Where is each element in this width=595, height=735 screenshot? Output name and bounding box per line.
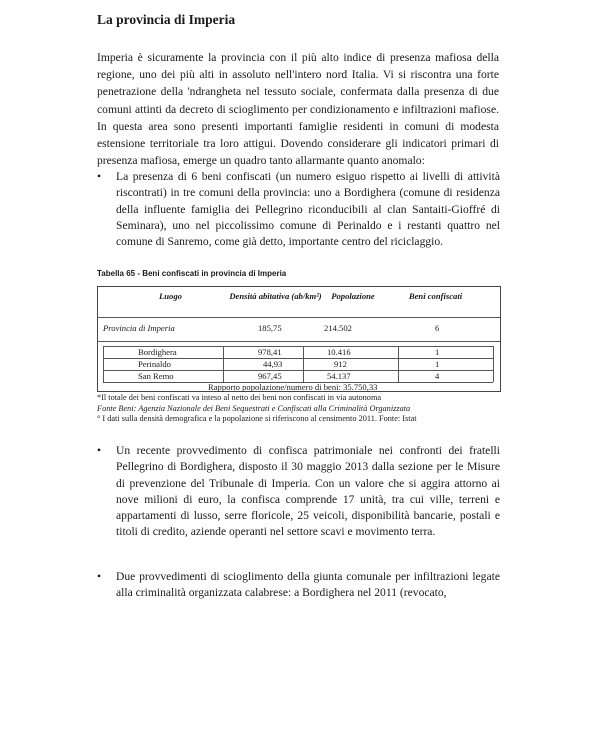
- row-densita: 978,41: [258, 347, 282, 357]
- row-luogo: Perinaldo: [138, 359, 171, 369]
- row-popolazione: 54.137: [327, 371, 351, 381]
- row-luogo: San Remo: [138, 371, 174, 381]
- intro-paragraph: Imperia è sicuramente la provincia con il più alto indice di presenza mafiosa della regione, uno dei più alti in assoluto nell'intero nord Italia. Vi si riscontra una forte penetrazione della 'ndrangheta nel tessuto sociale, confermata dalla presenza di due comuni attinti da decreto di scioglimento per condizionamento e infiltrazioni mafiose. In questa area sono presenti importanti famiglie residenti in comuni di modesta estensione territoriale tra loro attigui. Dovendo considerare gli indicatori primari di presenza mafiosa, emerge un quadro tanto allarmante quanto anomalo:: [97, 51, 499, 168]
- row-beni: 1: [435, 359, 440, 369]
- bullet-item: [97, 169, 500, 267]
- row-beni: 4: [435, 371, 440, 381]
- province-luogo: Provincia di Imperia: [103, 323, 175, 333]
- row-luogo: Bordighera: [138, 347, 177, 357]
- bullet-item: [97, 443, 500, 543]
- bullet-icon: •: [97, 570, 102, 583]
- note-total: *Il totale dei beni confiscati va inteso al netto dei beni non confiscati in via autonoma: [97, 393, 382, 402]
- bullet-text: La presenza di 6 beni confiscati (un numero esiguo rispetto ai livelli di attività riscontrati) in tre comuni della provincia: uno a Bordighera (comune di residenza della influente famiglia dei Pellegrino riconducibili al clan Santaiti-Gioffré di Seminara), uno nel piccolissimo comune di Perinaldo e i restanti quattro nel comune di Sanremo, come già detto, importante centro del riciclaggio.: [116, 170, 500, 249]
- row-popolazione: 10.416: [327, 347, 351, 357]
- row-popolazione: 912: [334, 359, 347, 369]
- table-footer: Rapporto popolazione/numero di beni: 35.750,33: [208, 382, 378, 392]
- table-column-border: [223, 346, 224, 382]
- bullet-text: Due provvedimenti di scioglimento della giunta comunale per infiltrazioni legate alla criminalità organizzata calabrese: a Bordighera nel 2011 (revocato,: [116, 570, 500, 600]
- table-column-border: [493, 346, 494, 382]
- row-densita: 967,45: [258, 371, 282, 381]
- header-densita: Densità abitativa (ab/km²): [229, 291, 322, 301]
- note-census: ° I dati sulla densità demografica e la popolazione si riferiscono al censimento 2011. Fonte: Istat: [97, 414, 417, 424]
- header-popolazione: Popolazione: [331, 291, 375, 301]
- table-divider: [98, 317, 500, 318]
- province-beni: 6: [435, 323, 440, 333]
- section-heading: La provincia di Imperia: [97, 12, 236, 27]
- province-popolazione: 214.502: [324, 323, 352, 333]
- bullet-icon: •: [97, 444, 102, 457]
- table-caption: Tabella 65 - Beni confiscati in provincia di Imperia: [97, 269, 287, 278]
- table-divider: [98, 341, 500, 342]
- bullet-icon: •: [97, 170, 102, 183]
- table-column-border: [103, 346, 104, 382]
- confiscated-assets-table: [97, 286, 501, 392]
- bullet-item: [97, 569, 500, 609]
- header-beni: Beni confiscati: [408, 291, 463, 301]
- table-column-border: [303, 346, 304, 382]
- province-densita: 185,75: [258, 323, 282, 333]
- bullet-text: Un recente provvedimento di confisca patrimoniale nei confronti dei fratelli Pellegrino di Bordighera, disposto il 30 maggio 2013 dalla sezione per le Misure di prevenzione del Tribunale di Imperia. Con un valore che si aggira attorno ai nove milioni di euro, la confisca comprende 17 unità, tra cui ville, terreni e appartamenti di lusso, serre floricole, 25 veicoli, disponibilità bancarie, postali e titoli di credito, aziende operanti nel settore scavi e movimento terra.: [116, 444, 500, 539]
- table-column-border: [398, 346, 399, 382]
- row-beni: 1: [435, 347, 440, 357]
- header-luogo: Luogo: [159, 291, 182, 301]
- table-notes: [97, 393, 502, 425]
- row-densita: 44,93: [263, 359, 283, 369]
- note-source: Fonte Beni: Agenzia Nazionale dei Beni Sequestrati e Confiscati alla Criminalità Organizzata: [97, 403, 411, 413]
